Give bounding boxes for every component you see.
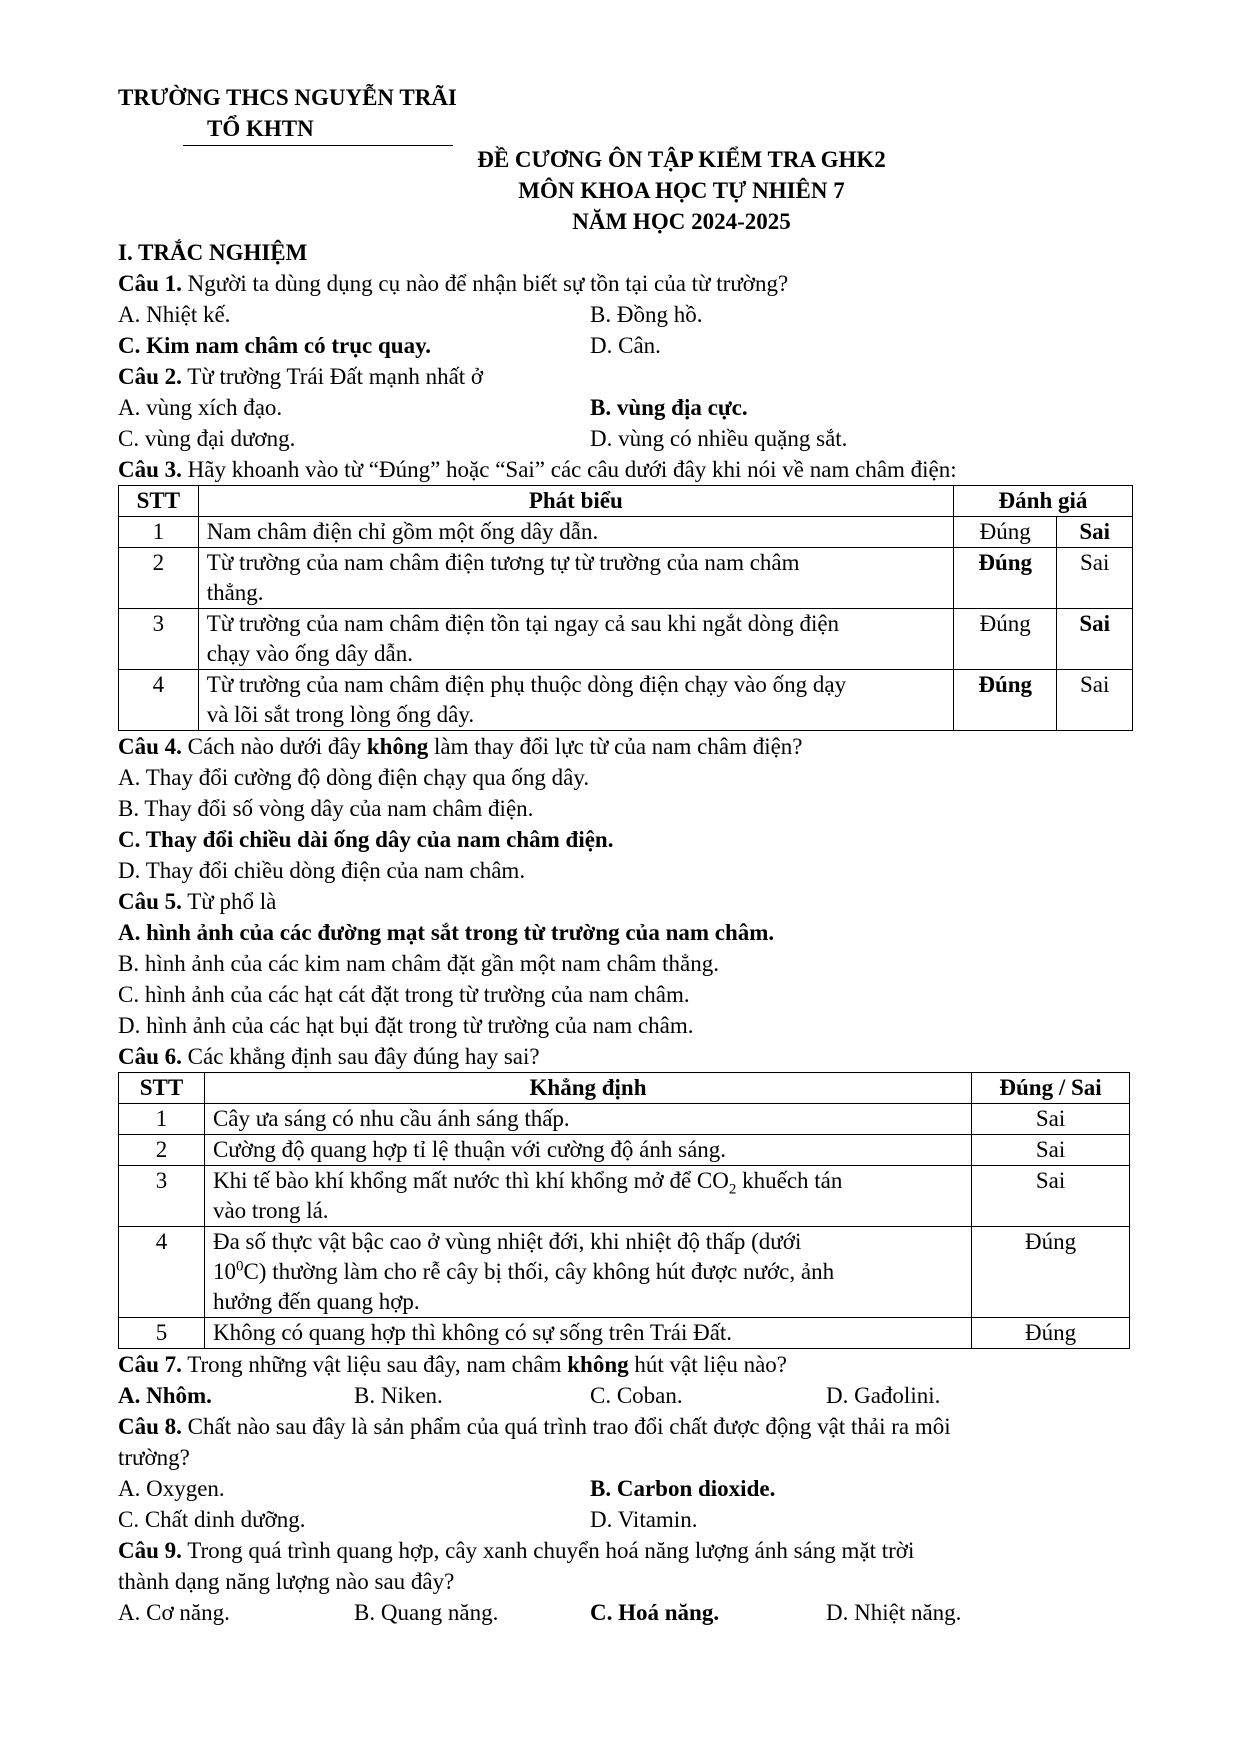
table-row (119, 670, 1133, 731)
question-8 (118, 1411, 1133, 1442)
row-statement (198, 609, 953, 670)
table-row (119, 1104, 1130, 1135)
q9-option-a: A. Cơ năng. (118, 1600, 230, 1625)
question-label: Câu 9. (118, 1538, 182, 1563)
row-number: 3 (119, 609, 199, 670)
row-statement (198, 548, 953, 609)
row-statement-line2: thẳng. (206, 580, 264, 605)
row-statement (198, 670, 953, 731)
q2-options-row2 (118, 423, 1133, 454)
row-statement (204, 1166, 971, 1227)
table-row (119, 1135, 1130, 1166)
doc-title: ĐỀ CƯƠNG ÔN TẬP KIỂM TRA GHK2 (477, 147, 886, 172)
q2-option-c: C. vùng đại dương. (118, 426, 296, 451)
question-label: Câu 4. (118, 734, 182, 759)
subscript: 2 (728, 1181, 737, 1198)
row-statement-line1: Đa số thực vật bậc cao ở vùng nhiệt đới, khi nhiệt độ thấp (dưới (212, 1229, 802, 1254)
question-3 (118, 454, 1133, 485)
q8-option-c: C. Chất dinh dưỡng. (118, 1507, 306, 1532)
row-statement-line2 (213, 1257, 963, 1287)
row-number: 1 (119, 517, 199, 548)
question-text: Người ta dùng dụng cụ nào để nhận biết sự tồn tại của từ trường? (181, 271, 789, 296)
department-name (207, 113, 357, 144)
row-statement-line2: chạy vào ống dây dẫn. (206, 641, 413, 666)
header-eval: Đúng / Sai (972, 1073, 1130, 1104)
q9-options (118, 1597, 1133, 1628)
q7-option-c: C. Coban. (590, 1383, 683, 1408)
section-heading: I. TRẮC NGHIỆM (118, 240, 308, 265)
row-statement (204, 1227, 971, 1318)
q8-option-a: A. Oxygen. (118, 1476, 225, 1501)
question-text: Trong quá trình quang hợp, cây xanh chuyển hoá năng lượng ánh sáng mặt trời (181, 1538, 915, 1563)
question-text: Chất nào sau đây là sản phẩm của quá trình trao đổi chất được động vật thải ra môi (181, 1414, 951, 1439)
row-statement: Cây ưa sáng có nhu cầu ánh sáng thấp. (204, 1104, 971, 1135)
row-verdict: Sai (972, 1104, 1130, 1135)
q8-option-b: B. Carbon dioxide. (590, 1476, 776, 1501)
question-text: Từ phổ là (181, 889, 277, 914)
q1-option-a: A. Nhiệt kế. (118, 302, 231, 327)
row-true: Đúng (953, 609, 1056, 670)
doc-subject: MÔN KHOA HỌC TỰ NHIÊN 7 (518, 178, 845, 203)
superscript: 0 (235, 1258, 244, 1275)
q9-option-c: C. Hoá năng. (590, 1600, 720, 1625)
q6-table (118, 1072, 1130, 1349)
question-2 (118, 361, 1133, 392)
row-statement-line1: Từ trường của nam châm điện tương tự từ trường của nam châm (206, 550, 800, 575)
doc-year: NĂM HỌC 2024-2025 (572, 209, 791, 234)
department-underline (183, 145, 453, 146)
question-9-cont: thành dạng năng lượng nào sau đây? (118, 1569, 455, 1594)
q7-option-b: B. Niken. (354, 1383, 443, 1408)
question-label: Câu 7. (118, 1352, 182, 1377)
row-statement-line1: Từ trường của nam châm điện tồn tại ngay cả sau khi ngắt dòng điện (206, 611, 840, 636)
question-6 (118, 1041, 1133, 1072)
text-part: C) thường làm cho rễ cây bị thối, cây không hút được nước, ảnh (243, 1259, 835, 1284)
header-eval: Đánh giá (953, 486, 1132, 517)
question-emphasis: không (567, 1352, 629, 1377)
question-label: Câu 6. (118, 1044, 182, 1069)
row-statement-line3: hưởng đến quang hợp. (212, 1289, 420, 1314)
row-statement: Nam châm điện chỉ gồm một ống dây dẫn. (198, 517, 953, 548)
question-5 (118, 886, 1133, 917)
q4-option-c: C. Thay đổi chiều dài ống dây của nam châm điện. (118, 827, 614, 852)
row-verdict: Đúng (972, 1227, 1130, 1318)
q3-table (118, 485, 1133, 731)
q4-option-d: D. Thay đổi chiều dòng điện của nam châm. (118, 858, 526, 883)
q2-options-row1 (118, 392, 1133, 423)
table-row (119, 517, 1133, 548)
question-text: Từ trường Trái Đất mạnh nhất ở (181, 364, 484, 389)
table-header-row (119, 1073, 1130, 1104)
question-label: Câu 1. (118, 271, 182, 296)
question-text-2: hút vật liệu nào? (628, 1352, 788, 1377)
q7-options (118, 1380, 1133, 1411)
row-number: 3 (119, 1166, 205, 1227)
question-text: Các khẳng định sau đây đúng hay sai? (181, 1044, 540, 1069)
row-statement-line1: Từ trường của nam châm điện phụ thuộc dòng điện chạy vào ống dạy (206, 672, 847, 697)
table-header-row (119, 486, 1133, 517)
q9-option-d: D. Nhiệt năng. (826, 1600, 962, 1625)
text-part: Khi tế bào khí khổng mất nước thì khí khổng mở để CO (212, 1168, 729, 1193)
question-8-cont: trường? (118, 1445, 190, 1470)
q8-options-row1 (118, 1473, 1133, 1504)
row-verdict: Sai (972, 1166, 1130, 1227)
question-label: Câu 3. (118, 457, 182, 482)
row-verdict: Đúng (972, 1318, 1130, 1349)
question-text: Hãy khoanh vào từ “Đúng” hoặc “Sai” các câu dưới đây khi nói về nam châm điện: (181, 457, 957, 482)
table-row (119, 1318, 1130, 1349)
header-stt: STT (119, 1073, 205, 1104)
q1-option-c: C. Kim nam châm có trục quay. (118, 333, 432, 358)
table-row (119, 548, 1133, 609)
row-statement-line2: vào trong lá. (212, 1198, 329, 1223)
row-number: 1 (119, 1104, 205, 1135)
q5-option-b: B. hình ảnh của các kim nam châm đặt gần một nam châm thẳng. (118, 951, 720, 976)
q1-option-d: D. Cân. (590, 333, 661, 358)
q1-options-row1 (118, 299, 1133, 330)
row-number: 4 (119, 670, 199, 731)
q1-options-row2 (118, 330, 1133, 361)
row-true: Đúng (953, 517, 1056, 548)
q5-option-d: D. hình ảnh của các hạt bụi đặt trong từ trường của nam châm. (118, 1013, 694, 1038)
row-verdict: Sai (972, 1135, 1130, 1166)
row-false: Sai (1057, 548, 1133, 609)
question-1 (118, 268, 1133, 299)
q2-option-d: D. vùng có nhiều quặng sắt. (590, 426, 848, 451)
document-page (118, 82, 1133, 1628)
question-label: Câu 2. (118, 364, 182, 389)
row-true: Đúng (953, 670, 1056, 731)
row-false: Sai (1057, 670, 1133, 731)
row-statement-line2: và lõi sắt trong lòng ống dây. (206, 702, 475, 727)
q5-option-a: A. hình ảnh của các đường mạt sắt trong từ trường của nam châm. (118, 920, 775, 945)
row-number: 2 (119, 548, 199, 609)
q7-option-d: D. Gađolini. (826, 1383, 941, 1408)
q2-option-b: B. vùng địa cực. (590, 395, 748, 420)
row-true: Đúng (953, 548, 1056, 609)
q8-option-d: D. Vitamin. (590, 1507, 698, 1532)
q7-option-a: A. Nhôm. (118, 1383, 212, 1408)
row-statement: Không có quang hợp thì không có sự sống trên Trái Đất. (204, 1318, 971, 1349)
row-statement: Cường độ quang hợp tỉ lệ thuận với cường độ ánh sáng. (204, 1135, 971, 1166)
question-label: Câu 5. (118, 889, 182, 914)
q1-option-b: B. Đồng hồ. (590, 302, 703, 327)
q4-option-b: B. Thay đổi số vòng dây của nam châm điện. (118, 796, 534, 821)
text-part: khuếch tán (736, 1168, 843, 1193)
question-text-1: Cách nào dưới đây (181, 734, 367, 759)
table-row (119, 609, 1133, 670)
q5-option-c: C. hình ảnh của các hạt cát đặt trong từ trường của nam châm. (118, 982, 690, 1007)
q4-option-a: A. Thay đổi cường độ dòng điện chạy qua ống dây. (118, 765, 590, 790)
header-statement: Phát biểu (198, 486, 953, 517)
q9-option-b: B. Quang năng. (354, 1600, 499, 1625)
q8-options-row2 (118, 1504, 1133, 1535)
question-7 (118, 1349, 1133, 1380)
row-statement-line1 (213, 1166, 963, 1196)
question-9 (118, 1535, 1133, 1566)
table-row (119, 1166, 1130, 1227)
row-false: Sai (1057, 517, 1133, 548)
row-false: Sai (1057, 609, 1133, 670)
question-4 (118, 731, 1133, 762)
question-text-2: làm thay đổi lực từ của nam châm điện? (428, 734, 803, 759)
q2-option-a: A. vùng xích đạo. (118, 395, 283, 420)
question-text-1: Trong những vật liệu sau đây, nam châm (181, 1352, 568, 1377)
school-name: TRƯỜNG THCS NGUYỄN TRÃI (118, 85, 457, 110)
question-label: Câu 8. (118, 1414, 182, 1439)
department-label: TỔ KHTN (207, 116, 314, 141)
row-number: 4 (119, 1227, 205, 1318)
row-number: 2 (119, 1135, 205, 1166)
text-part: 10 (212, 1259, 236, 1284)
header-statement: Khẳng định (204, 1073, 971, 1104)
header-stt: STT (119, 486, 199, 517)
row-number: 5 (119, 1318, 205, 1349)
question-emphasis: không (366, 734, 429, 759)
table-row (119, 1227, 1130, 1318)
